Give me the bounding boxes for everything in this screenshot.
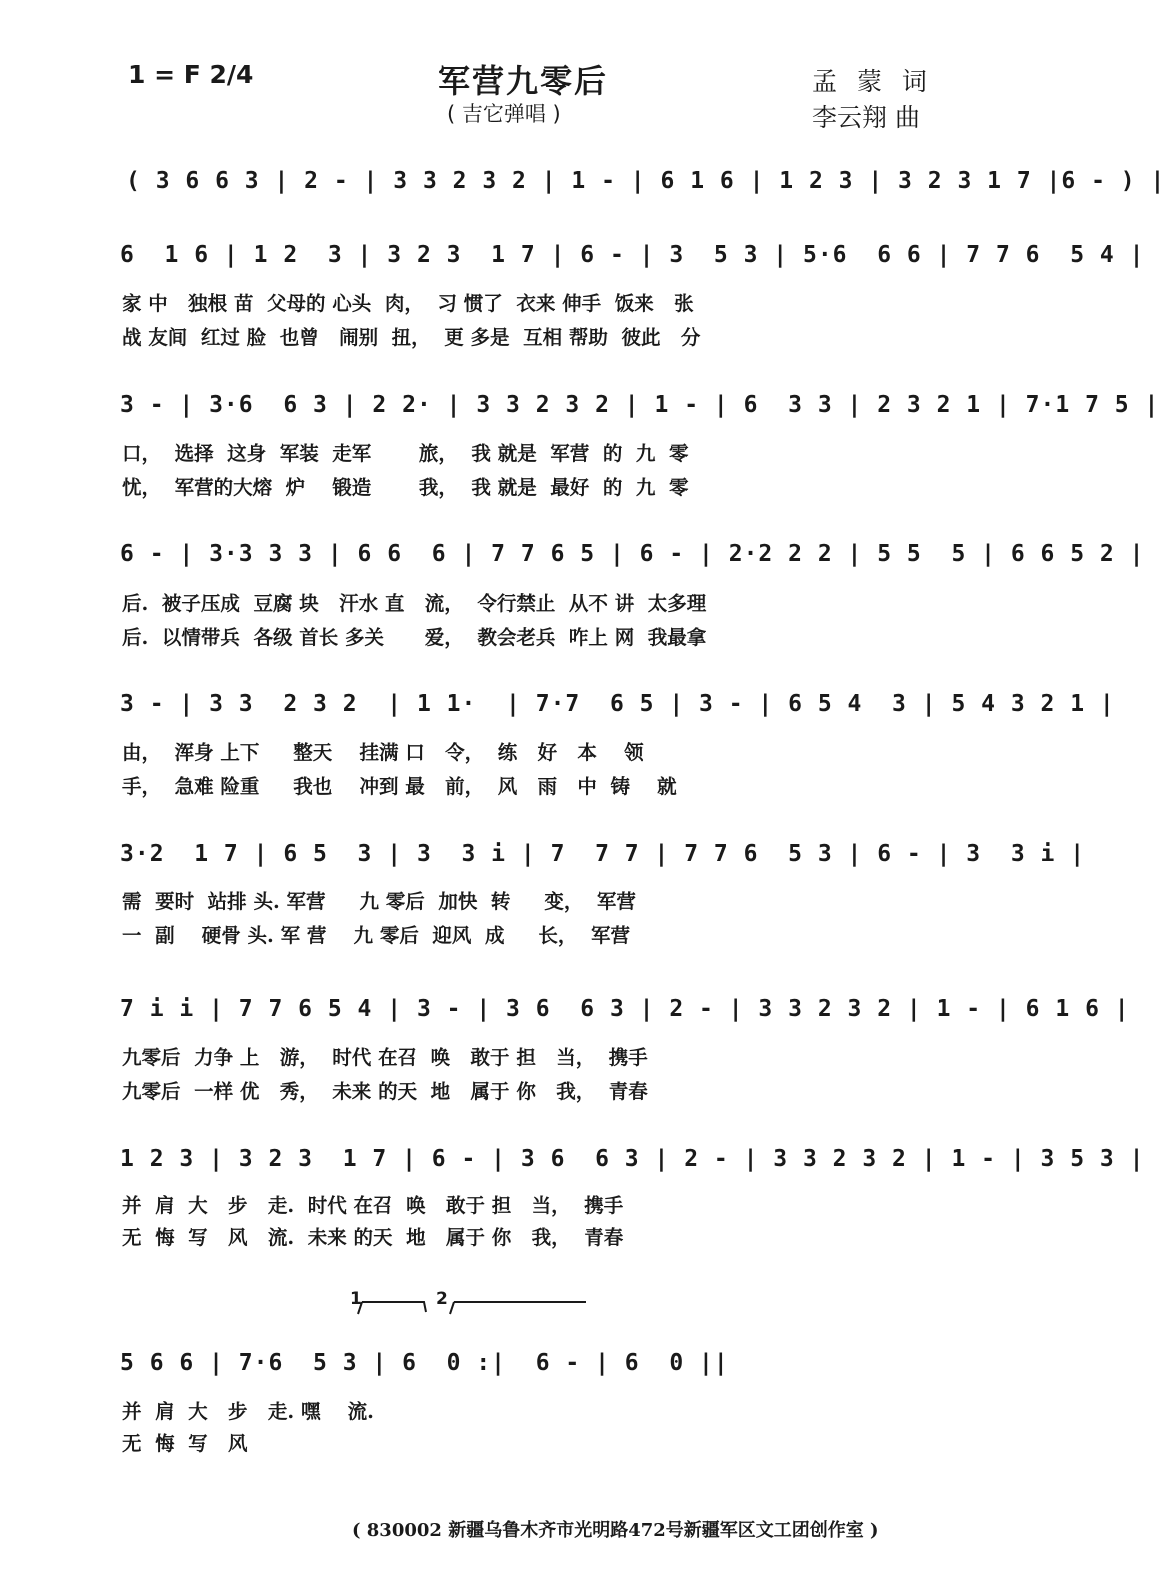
notation-line: 7 i i | 7 7 6 5 4 | 3 - | 3 6 6 3 | 2 - | 3 3 2 3 2 | 1 - | 6 1 6 | [120,996,1130,1022]
notation-line: 3·2 1 7 | 6 5 3 | 3 3 i | 7 7 7 | 7 7 6 5 3 | 6 - | 3 3 i | [120,841,1086,867]
lyric-verse-2: 后. 以情带兵 各级 首长 多关 爱， 教会老兵 咋上 网 我最拿 [122,626,707,649]
lyric-verse-2: 一 副 硬骨 头. 军 营 九 零后 迎风 成 长， 军营 [122,924,631,947]
lyric-verse-1: 由， 浑身 上下 整天 挂满 口 令， 练 好 本 领 [122,741,644,764]
footer-address: ( 830002 新疆乌鲁木齐市光明路472号新疆军区文工团创作室 ) [352,1520,879,1541]
lyricist-credit: 孟 蒙 词 [812,67,933,96]
volta-1-number: 1 [350,1289,362,1309]
lyric-verse-1: 口， 选择 这身 军装 走军 旅， 我 就是 军营 的 九 零 [122,442,689,465]
song-subtitle: ( 吉它弹唱 ) [447,102,561,126]
lyric-verse-1: 家 中 独根 苗 父母的 心头 肉， 习 惯了 衣来 伸手 饭来 张 [122,292,694,315]
song-title: 军营九零后 [438,62,609,100]
volta-1-bracket [358,1302,426,1314]
lyric-verse-1: 需 要时 站排 头. 军营 九 零后 加快 转 变， 军营 [122,890,636,913]
notation-line: 6 - | 3·3 3 3 | 6 6 6 | 7 7 6 5 | 6 - | 2·2 2 2 | 5 5 5 | 6 6 5 2 | [120,541,1145,567]
lyric-verse-1: 九零后 力争 上 游， 时代 在召 唤 敢于 担 当， 携手 [122,1046,648,1069]
lyric-verse-1: 并 肩 大 步 走. 时代 在召 唤 敢于 担 当， 携手 [122,1194,624,1217]
lyric-verse-2: 九零后 一样 优 秀， 未来 的天 地 属于 你 我， 青春 [122,1080,648,1103]
volta-2-bracket [450,1302,586,1314]
notation-line: 3 - | 3 3 2 3 2 | 1 1· | 7·7 6 5 | 3 - | 6 5 4 3 | 5 4 3 2 1 | [120,691,1115,717]
lyric-verse-2: 手， 急难 险重 我也 冲到 最 前， 风 雨 中 铸 就 [122,775,677,798]
notation-line: 1 2 3 | 3 2 3 1 7 | 6 - | 3 6 6 3 | 2 - | 3 3 2 3 2 | 1 - | 3 5 3 | [120,1146,1145,1172]
volta-brackets [350,1288,590,1318]
lyric-verse-2: 无 悔 写 风 流. 未来 的天 地 属于 你 我， 青春 [122,1226,624,1249]
key-signature: 1 = F 2/4 [128,60,254,89]
notation-line: ( 3 6 6 3 | 2 - | 3 3 2 3 2 | 1 - | 6 1 6 | 1 2 3 | 3 2 3 1 7 |6 - ) | [126,168,1165,194]
volta-2-number: 2 [436,1289,448,1309]
notation-line: 3 - | 3·6 6 3 | 2 2· | 3 3 2 3 2 | 1 - | 6 3 3 | 2 3 2 1 | 7·1 7 5 | [120,392,1160,418]
lyric-verse-2: 忧， 军营的大熔 炉 锻造 我， 我 就是 最好 的 九 零 [122,476,689,499]
composer-credit: 李云翔 曲 [812,103,920,132]
notation-line: 6 1 6 | 1 2 3 | 3 2 3 1 7 | 6 - | 3 5 3 | 5·6 6 6 | 7 7 6 5 4 | [120,242,1145,268]
lyric-verse-2: 战 友间 红过 脸 也曾 闹别 扭， 更 多是 互相 帮助 彼此 分 [122,326,701,349]
lyric-verse-1: 并 肩 大 步 走. 嘿 流. [122,1400,374,1423]
lyric-verse-1: 后. 被子压成 豆腐 块 汗水 直 流， 令行禁止 从不 讲 太多理 [122,592,707,615]
lyric-verse-2: 无 悔 写 风 [122,1432,248,1455]
notation-line: 5 6 6 | 7·6 5 3 | 6 0 :| 6 - | 6 0 || [120,1350,729,1376]
